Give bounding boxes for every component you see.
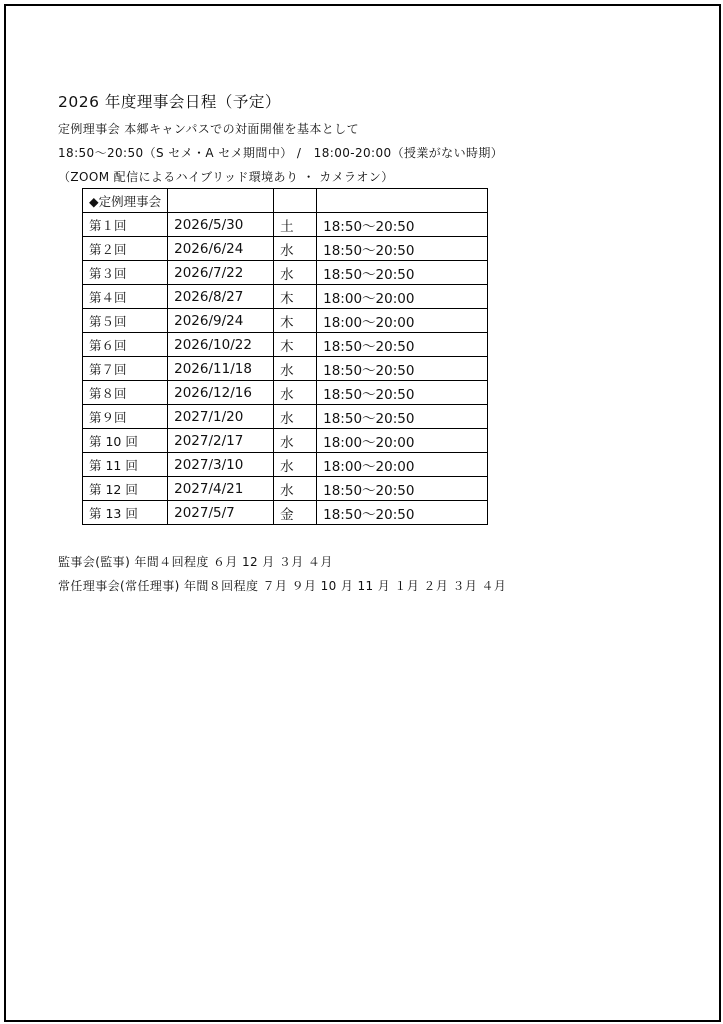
table-row (83, 429, 488, 453)
meeting-day: 木 (274, 309, 317, 333)
meeting-time: 18:50～20:50 (317, 405, 488, 429)
meeting-date: 2026/6/24 (168, 237, 274, 261)
meeting-date: 2027/5/7 (168, 501, 274, 525)
meeting-format-line: 定例理事会 本郷キャンパスでの対面開催を基本として (58, 122, 359, 136)
meeting-time: 18:00～20:00 (317, 453, 488, 477)
document-title: 2026 年度理事会日程（予定） (58, 93, 281, 111)
meeting-time: 18:00～20:00 (317, 285, 488, 309)
standing-board-line: 常任理事会(常任理事) 年間８回程度 ７月 ９月 10 月 11 月 １月 ２月 ３月 ４月 (58, 579, 507, 593)
zoom-note-line: （ZOOM 配信によるハイブリッド環境あり ・ カメラオン） (58, 170, 394, 184)
meeting-number: 第４回 (83, 285, 168, 309)
meeting-date: 2026/10/22 (168, 333, 274, 357)
meeting-time: 18:50～20:50 (317, 357, 488, 381)
meeting-day: 水 (274, 477, 317, 501)
table-row (83, 405, 488, 429)
meeting-number: 第 13 回 (83, 501, 168, 525)
meeting-time: 18:50～20:50 (317, 501, 488, 525)
meeting-day: 水 (274, 261, 317, 285)
meeting-time: 18:00～20:00 (317, 309, 488, 333)
meeting-number: 第５回 (83, 309, 168, 333)
meeting-number: 第３回 (83, 261, 168, 285)
meeting-day: 水 (274, 453, 317, 477)
table-header-cell (317, 189, 488, 213)
table-row (83, 453, 488, 477)
meeting-date: 2027/3/10 (168, 453, 274, 477)
meeting-number: 第６回 (83, 333, 168, 357)
meeting-time: 18:50～20:50 (317, 333, 488, 357)
table-row (83, 285, 488, 309)
meeting-date: 2026/12/16 (168, 381, 274, 405)
table-row (83, 333, 488, 357)
meeting-number: 第 12 回 (83, 477, 168, 501)
meeting-day: 水 (274, 429, 317, 453)
table-row (83, 309, 488, 333)
meeting-number: 第２回 (83, 237, 168, 261)
meeting-number: 第９回 (83, 405, 168, 429)
meeting-date: 2026/5/30 (168, 213, 274, 237)
table-header-row (83, 189, 488, 213)
meeting-date: 2026/8/27 (168, 285, 274, 309)
meeting-time: 18:50～20:50 (317, 261, 488, 285)
meeting-number: 第 10 回 (83, 429, 168, 453)
document-page (4, 4, 721, 1022)
meeting-date: 2027/2/17 (168, 429, 274, 453)
meeting-time: 18:50～20:50 (317, 381, 488, 405)
meeting-number: 第７回 (83, 357, 168, 381)
meeting-day: 水 (274, 405, 317, 429)
table-row (83, 381, 488, 405)
meeting-time: 18:00～20:00 (317, 429, 488, 453)
table-row (83, 261, 488, 285)
audit-board-line: 監事会(監事) 年間４回程度 ６月 12 月 ３月 ４月 (58, 555, 333, 569)
meeting-time-line: 18:50～20:50（S セメ・A セメ期間中） / 18:00-20:00（授業がない時期） (58, 146, 504, 160)
meeting-day: 金 (274, 501, 317, 525)
table-row (83, 477, 488, 501)
meeting-day: 水 (274, 381, 317, 405)
table-header-label: ◆定例理事会 (83, 189, 168, 213)
meeting-date: 2026/7/22 (168, 261, 274, 285)
meeting-time: 18:50～20:50 (317, 237, 488, 261)
table-row (83, 501, 488, 525)
table-row (83, 357, 488, 381)
meeting-day: 土 (274, 213, 317, 237)
meeting-date: 2026/9/24 (168, 309, 274, 333)
meeting-day: 木 (274, 333, 317, 357)
meeting-number: 第８回 (83, 381, 168, 405)
meeting-date: 2027/1/20 (168, 405, 274, 429)
meeting-number: 第 11 回 (83, 453, 168, 477)
table-row (83, 213, 488, 237)
table-row (83, 237, 488, 261)
table-header-cell (274, 189, 317, 213)
meeting-date: 2027/4/21 (168, 477, 274, 501)
meeting-date: 2026/11/18 (168, 357, 274, 381)
meeting-day: 水 (274, 357, 317, 381)
meeting-time: 18:50～20:50 (317, 213, 488, 237)
meeting-day: 木 (274, 285, 317, 309)
meeting-time: 18:50～20:50 (317, 477, 488, 501)
table-header-cell (168, 189, 274, 213)
schedule-table (82, 188, 488, 525)
meeting-number: 第１回 (83, 213, 168, 237)
meeting-day: 水 (274, 237, 317, 261)
